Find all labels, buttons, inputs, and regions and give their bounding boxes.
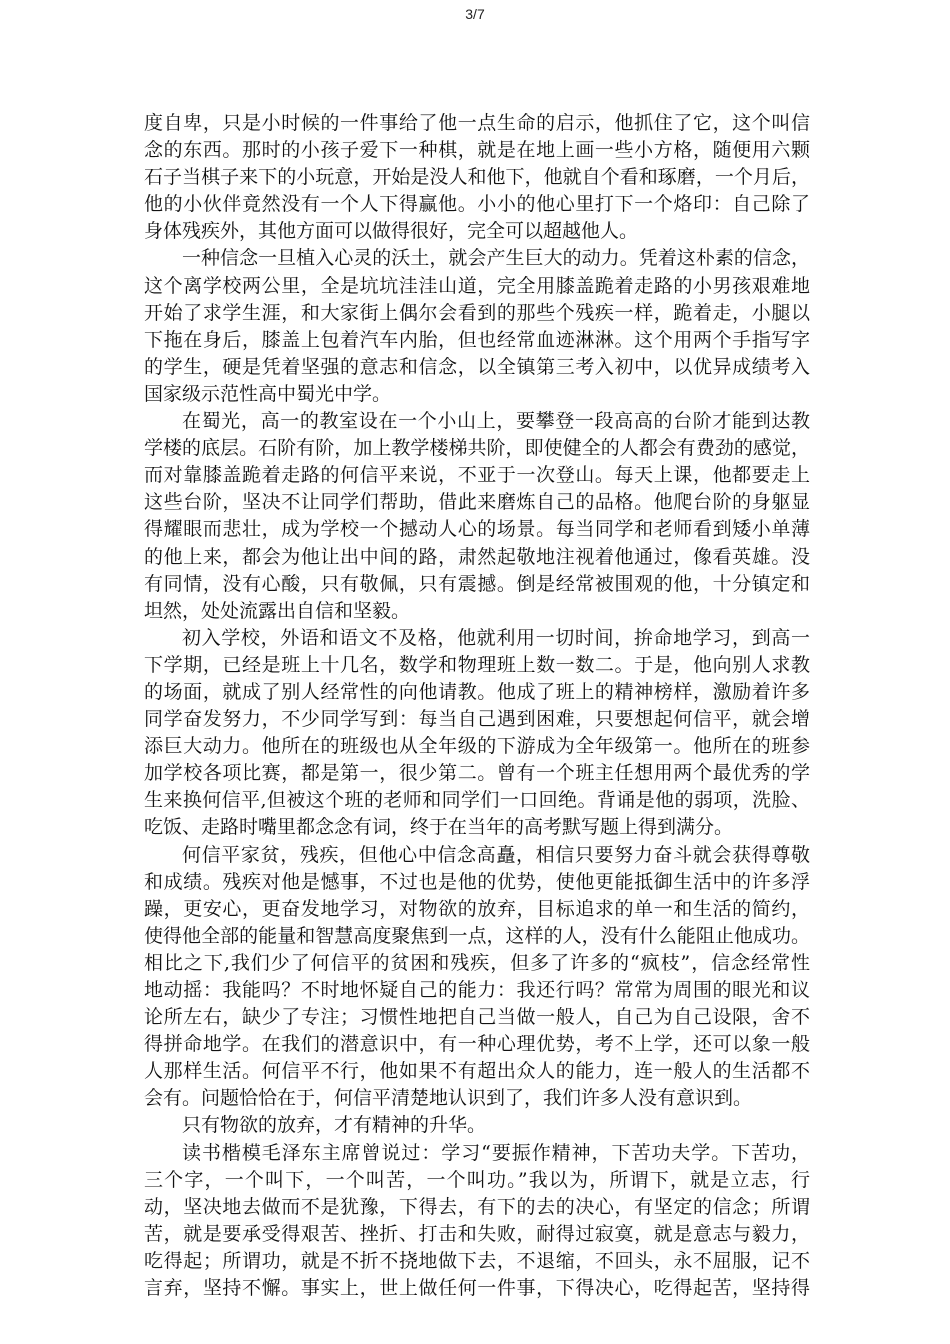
body-text (144, 110, 810, 1302)
text-line: 石子当棋子来下的小玩意，开始是没人和他下，他就自个看和琢磨，一个月后， (144, 166, 810, 189)
text-line: 动，坚决地去做而不是犹豫，下得去，有下的去的决心，有坚定的信念；所谓 (144, 1195, 810, 1218)
text-line: 躁，更安心，更奋发地学习，对物欲的放弃，目标追求的单一和生活的简约， (144, 897, 810, 920)
text-line: 人那样生活。何信平不行，他如果不有超出众人的能力，连一般人的生活都不 (144, 1060, 810, 1083)
text-line: 下拖在身后，膝盖上包着汽车内胎，但也经常血迹淋淋。这个用两个手指写字 (144, 328, 810, 351)
text-line: 而对靠膝盖跪着走路的何信平来说，不亚于一次登山。每天上课，他都要走上 (144, 464, 810, 487)
text-line: 身体残疾外，其他方面可以做得很好，完全可以超越他人。 (144, 220, 639, 243)
text-line: 开始了求学生涯，和大家街上偶尔会看到的那些个残疾一样，跪着走，小腿以 (144, 301, 810, 324)
text-line: 使得他全部的能量和智慧高度聚焦到一点，这样的人，没有什么能阻止他成功。 (144, 924, 810, 947)
text-line: 吃饭、走路时嘴里都念念有词，终于在当年的高考默写题上得到满分。 (144, 816, 734, 839)
text-line: 念的东西。那时的小孩子爱下一种棋，就是在地上画一些小方格，随便用六颗 (144, 139, 810, 162)
paragraph-first-line: 初入学校，外语和语文不及格，他就利用一切时间，拚命地学习，到高一 (182, 626, 810, 649)
text-line: 吃得起；所谓功，就是不折不挠地做下去，不退缩，不回头，永不屈服，记不 (144, 1249, 810, 1272)
text-line: 相比之下,我们少了何信平的贫困和残疾，但多了许多的“疯枝”，信念经常性 (144, 951, 810, 974)
text-line: 言弃，坚持不懈。事实上，世上做任何一件事，下得决心，吃得起苦，坚持得 (144, 1277, 810, 1300)
page-number: 3/7 (465, 6, 485, 22)
paragraph-first-line: 一种信念一旦植入心灵的沃土，就会产生巨大的动力。凭着这朴素的信念， (182, 247, 810, 270)
text-line: 学楼的底层。石阶有阶，加上教学楼梯共阶，即使健全的人都会有费劲的感觉， (144, 437, 810, 460)
text-line: 论所左右，缺少了专注；习惯性地把自己当做一般人，自己为自己设限，舍不 (144, 1006, 810, 1029)
paragraph-first-line: 读书楷模毛泽东主席曾说过：学习“要振作精神，下苦功夫学。下苦功， (182, 1141, 810, 1164)
text-line: 坦然，处处流露出自信和坚毅。 (144, 599, 411, 622)
text-line: 地动摇：我能吗？不时地怀疑自己的能力：我还行吗？常常为周围的眼光和议 (144, 979, 810, 1001)
text-line: 苦，就是要承受得艰苦、挫折、打击和失败，耐得过寂寞，就是意志与毅力， (144, 1222, 810, 1245)
text-line: 国家级示范性高中蜀光中学。 (144, 382, 392, 405)
text-line: 的他上来，都会为他让出中间的路，肃然起敬地注视着他通过，像看英雄。没 (144, 545, 810, 568)
text-line: 同学奋发努力，不少同学写到：每当自己遇到困难，只要想起何信平，就会增 (144, 708, 810, 731)
text-line: 生来换何信平,但被这个班的老师和同学们一口回绝。背诵是他的弱项，洗脸、 (144, 789, 810, 812)
text-line: 加学校各项比赛，都是第一，很少第二。曾有一个班主任想用两个最优秀的学 (144, 762, 810, 785)
text-line: 的学生，硬是凭着坚强的意志和信念，以全镇第三考入初中，以优异成绩考入 (144, 355, 810, 378)
text-line: 得拼命地学。在我们的潜意识中，有一种心理优势，考不上学，还可以象一般 (144, 1033, 810, 1056)
text-line: 三个字，一个叫下，一个叫苦，一个叫功。”我以为，所谓下，就是立志，行 (144, 1168, 810, 1191)
text-line: 下学期，已经是班上十几名，数学和物理班上数一数二。于是，他向别人求教 (144, 653, 810, 676)
paragraph-first-line: 只有物欲的放弃，才有精神的升华。 (182, 1114, 487, 1137)
text-line: 他的小伙伴竟然没有一个人下得赢他。小小的他心里打下一个烙印：自己除了 (144, 193, 810, 216)
text-line: 这个离学校两公里，全是坑坑洼洼山道，完全用膝盖跪着走路的小男孩艰难地 (144, 274, 810, 297)
text-line: 会有。问题恰恰在于，何信平清楚地认识到了，我们许多人没有意识到。 (144, 1087, 753, 1110)
paragraph-first-line: 在蜀光，高一的教室设在一个小山上，要攀登一段高高的台阶才能到达教 (182, 410, 810, 433)
text-line: 度自卑，只是小时候的一件事给了他一点生命的启示，他抓住了它，这个叫信 (144, 112, 810, 134)
text-line: 和成绩。残疾对他是憾事，不过也是他的优势，使他更能抵御生活中的许多浮 (144, 870, 810, 893)
text-line: 添巨大动力。他所在的班级也从全年级的下游成为全年级第一。他所在的班参 (144, 735, 810, 758)
text-line: 的场面，就成了别人经常性的向他请教。他成了班上的精神榜样，激励着许多 (144, 680, 810, 703)
text-line: 有同情，没有心酸，只有敬佩，只有震撼。倒是经常被围观的他，十分镇定和 (144, 572, 810, 595)
text-line: 得耀眼而悲壮，成为学校一个撼动人心的场景。每当同学和老师看到矮小单薄 (144, 518, 810, 541)
text-line: 这些台阶，坚决不让同学们帮助，借此来磨炼自己的品格。他爬台阶的身躯显 (144, 491, 810, 514)
paragraph-first-line: 何信平家贫，残疾，但他心中信念高矗，相信只要努力奋斗就会获得尊敬 (182, 843, 810, 866)
